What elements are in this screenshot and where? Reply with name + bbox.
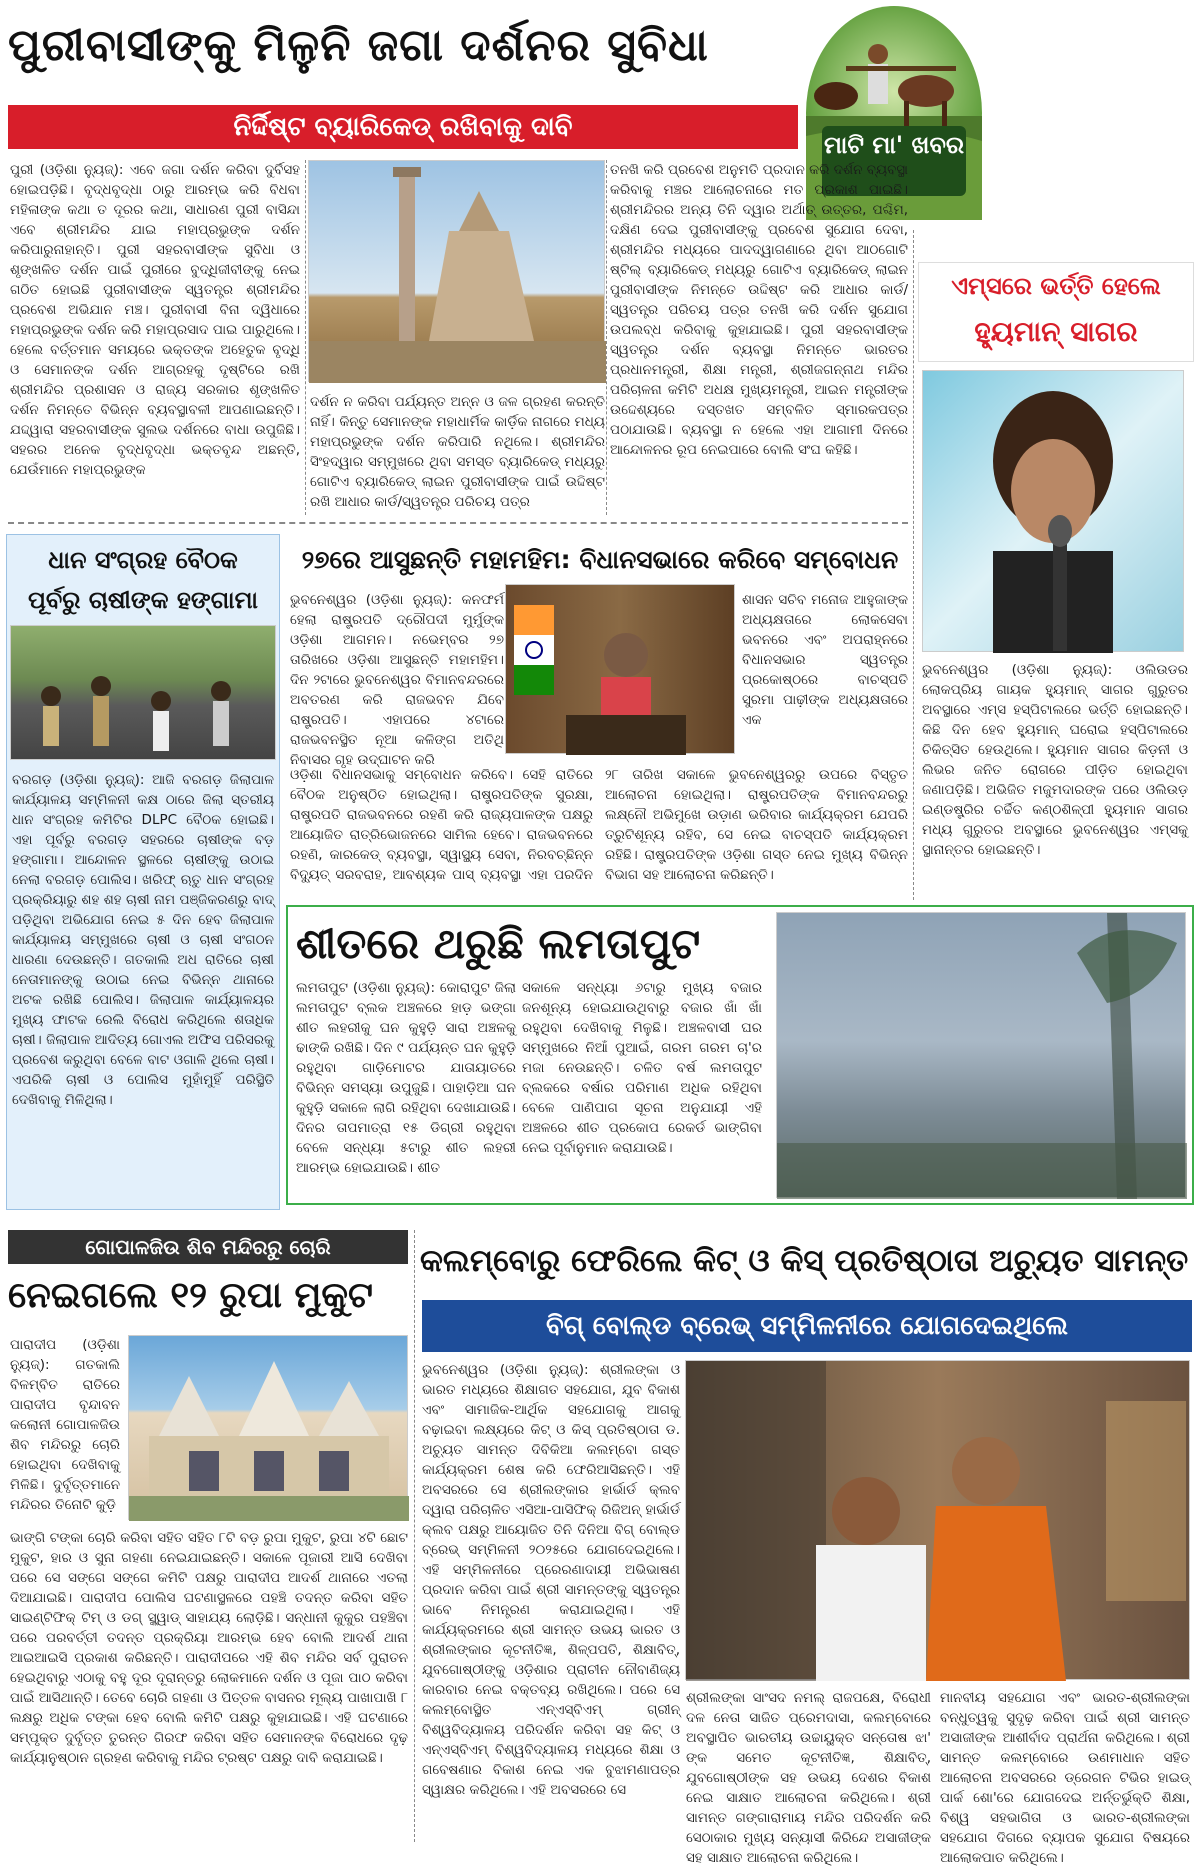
singer-story-body: ଭୁବନେଶ୍ୱର (ଓଡ଼ିଶା ନ୍ୟୁଜ୍): ଓଲିଉଡର ଲୋକପ୍ରିୟ ଗାୟକ ହ୍ୟୁମାନ୍ ସାଗର ଗୁରୁତର ଅବସ୍ଥାରେ ଏମ୍ସ ହସ୍ପିଟାଲରେ ଭର୍ତ୍ତି ହୋଇଛନ୍ତି। କିଛି ଦିନ ହେବ ହ୍ୟୁମାନ୍ ଘରୋଇ ହସ୍ପିଟାଲରେ ଚିକିତ୍ସିତ ହେଉଥିଲେ। ହ୍ୟୁମାନ ସାଗର କିଡ଼ନୀ ଓ ଲିଭର ଜନିତ ରୋଗରେ ପୀଡ଼ିତ ହୋଇଥିବା ଜଣାପଡ଼ିଛି। ଅଭିଜିତ ମଜୁମଦାରଙ୍କ ପରେ ଓଲିଉଡ଼ ଇଣ୍ଡଷ୍ଟ୍ରିର ଚର୍ଚ୍ଚିତ କଣ୍ଠଶିଳ୍ପୀ ହ୍ୟୁମାନ ସାଗର ମଧ୍ୟ ଗୁରୁତର ଅବସ୍ଥାରେ ଭୁବନେଶ୍ୱର ଏମ୍ସକୁ ସ୍ଥାନାନ୍ତର ହୋଇଛନ୍ତି।: [922, 662, 1188, 858]
singer-photo: [922, 370, 1184, 652]
president-photo: [505, 584, 735, 754]
temple-photo: [308, 160, 605, 382]
winter-headline: ଶୀତରେ ଥରୁଛି ଲମତାପୁଟ: [296, 919, 701, 968]
main-subheadline: ନିର୍ଦ୍ଦିଷ୍ଟ ବ୍ୟାରିକେଡ୍ ରଖିବାକୁ ଦାବି: [8, 105, 798, 149]
singer-headline-line1: ଏମ୍ସରେ ଭର୍ତ୍ତି ହେଲେ: [951, 272, 1161, 300]
theft-headline: ନେଇଗଲେ ୧୨ ରୁପା ମୁକୁଟ: [8, 1275, 373, 1316]
divider: [305, 160, 306, 515]
winter-col2: ସକାଳେ ସନ୍ଧ୍ୟା ୬ଟାରୁ ମୁଖ୍ୟ ବଜାର ଜନଶୂନ୍ୟ ହୋଇଯାଉଥିବାରୁ ବଜାର ଖାଁ ଖାଁ ରହୁଥିବା ଦେଖିବାକୁ ମିଳୁଛି। ଅଞ୍ଚଳବାସୀ ଘର ସମ୍ମୁଖରେ ନିଆଁ ପୁଆଇଁ, ଗରମ ଗରମ ଚା'ର ମଜା ନେଉଛନ୍ତି। ଚଳିତ ବର୍ଷ ଲମତାପୁଟ ବ୍ଲକରେ ବର୍ଷାର ପରିମାଣ ଅଧିକ ରହିଥିବା ବେଳେ ପାଣିପାଗ ସୂଚନା ଅନୁଯାୟୀ ଏହି ଅଞ୍ଚଳରେ ଶୀତ ପ୍ରକୋପ ରେକର୍ଡ ଭାଙ୍ଗିବା ନେଇ ପୂର୍ବାନୁମାନ କରାଯାଉଛି।: [522, 980, 762, 1156]
main-story-col3: ତନଖି କରି ପ୍ରବେଶ ଅନୁମତି ପ୍ରଦାନ କରି ଦର୍ଶନ ବ୍ୟବସ୍ଥା କରିବାକୁ ମଞ୍ଚର ଆଲୋଚନାରେ ମତ ପ୍ରକାଶ ପାଇଛି। ଶ୍ରୀମନ୍ଦିରର ଅନ୍ୟ ତିନି ଦ୍ୱାର ଅର୍ଥାତ୍ ଉତ୍ତର, ପଶ୍ଚିମ, ଦକ୍ଷିଣ ଦେଇ ପୁରୀବାସୀଙ୍କୁ ପ୍ରବେଶ ସୁଯୋଗ ଦେବା, ଶ୍ରୀମନ୍ଦିର ମଧ୍ୟରେ ପାଦଦ୍ୱାଗଣାରେ ଥିବା ଆଠଗୋଟି ଷ୍ଟିଲ୍ ବ୍ୟାରିକେଡ୍ ମଧ୍ୟରୁ ଗୋଟିଏ ବ୍ୟାରିକେଡ୍ ଲାଇନ ପୁରୀବାସୀଙ୍କ ନିମନ୍ତେ ଉଦ୍ଦିଷ୍ଟ କରି ଆଧାର କାର୍ଡ/ସ୍ୱତନ୍ତ୍ର ପରିଚୟ ପତ୍ର ତନଖି କରି ଦର୍ଶନ ସୁଯୋଗ ଉପଲବ୍ଧ କରିବାକୁ କୁହାଯାଇଛି। ପୁରୀ ସହରବାସୀଙ୍କ ସ୍ୱତନ୍ତ୍ର ଦର୍ଶନ ବ୍ୟବସ୍ଥା ନିମନ୍ତେ ଭାରତର ପ୍ରଧାନମନ୍ତ୍ରୀ, ଶିକ୍ଷା ମନ୍ତ୍ରୀ, ଶ୍ରୀଜଗନ୍ନାଥ ମନ୍ଦିର ପରିଚାଳନା କମିଟି ଅଧକ୍ଷ ମୁଖ୍ୟମନ୍ତ୍ରୀ, ଆଇନ ମନ୍ତ୍ରୀଙ୍କ ଉଦ୍ଦେଶ୍ୟରେ ଦସ୍ତଖତ ସମ୍ବଳିତ ସ୍ମାରକପତ୍ର ପଠାଯାଉଛି। ବ୍ୟବସ୍ଥା ନ ହେଲେ ଏହା ଆଗାମୀ ଦିନରେ ଆନ୍ଦୋଳନର ରୂପ ନେଇପାରେ ବୋଲି ସଂଘ କହିଛି।: [610, 162, 908, 458]
paddy-story-body: ବରଗଡ଼ (ଓଡ଼ିଶା ନ୍ୟୁଜ୍): ଆଜି ବରଗଡ଼ ଜିଲାପାଳ କାର୍ଯ୍ୟାଳୟ ସମ୍ମିଳନୀ କକ୍ଷ ଠାରେ ଜିଲା ସ୍ତରୀୟ ଧାନ ସଂଗ୍ରହ କମିଟିର DLPC ବୈଠକ ହୋଇଛି। ଏହା ପୂର୍ବରୁ ବରଗଡ଼ ସହରରେ ଚାଷୀଙ୍କ ବଡ଼ ହଙ୍ଗାମା। ଆନ୍ଦୋଳନ ସ୍ଥଳରେ ଚାଷୀଙ୍କୁ ଉଠାଇ ନେଲା ବରଗଡ଼ ପୋଲିସ। ଖରିଫ୍ ଋତୁ ଧାନ ସଂଗ୍ରହ ପ୍ରକ୍ରିୟାରୁ ଶହ ଶହ ଚାଷୀ ନାମ ପଞ୍ଜିକରଣରୁ ବାଦ୍ ପଡ଼ିଥିବା ଅଭିଯୋଗ ନେଇ ୫ ଦିନ ହେବ ଜିଲାପାଳ କାର୍ଯ୍ୟାଳୟ ସମ୍ମୁଖରେ ଚାଷୀ ଓ ଚାଷୀ ସଂଗଠନ ଧାରଣା ଦେଉଛନ୍ତି। ଗତକାଲି ଅଧ ରାତିରେ ଚାଷୀ ନେତାମାନଙ୍କୁ ଉଠାଇ ନେଇ ବିଭିନ୍ନ ଥାନାରେ ଅଟକ ରଖିଛି ପୋଲିସ। ଜିଲାପାଳ କାର୍ଯ୍ୟାଳୟର ମୁଖ୍ୟ ଫାଟକ ରେଲି ବିରୋଧ କରିଥିଲେ ଶତାଧିକ ଚାଷୀ। ଜିଲାପାଳ ଆଦିତ୍ୟ ଗୋଏଲ ଅଫିସ ପରିସରକୁ ପ୍ରବେଶ କରୁଥିବା ବେଳେ ବାଟ ଓଗାଳି ଥିଲେ ଚାଷୀ। ଏପରିକି ଚାଷୀ ଓ ପୋଲିସ ମୁହାଁମୁହିଁ ପରିସ୍ଥିତି ଦେଖିବାକୁ ମିଳିଥିଲା।: [12, 772, 274, 1108]
divider: [8, 522, 908, 524]
divider: [913, 230, 914, 900]
theft-kicker: ଗୋପାଳଜିଉ ଶିବ ମନ୍ଦିରରୁ ଚୋରି: [8, 1230, 408, 1264]
samanta-monk-photo: [685, 1360, 1190, 1680]
divider: [606, 160, 607, 515]
singer-headline-line2: ହ୍ୟୁମାନ୍ ସାଗର: [974, 315, 1138, 348]
theft-body: ଭାଙ୍ଗି ଟଙ୍କା ଚୋରି କରିବା ସହିତ ସହିତ ୮ଟି ବଡ଼ ରୁପା ମୁକୁଟ, ରୁପା ୪ଟି ଛୋଟ ମୁକୁଟ, ହାର ଓ ସୁନା ଗହଣା ନେଇଯାଇଛନ୍ତି। ସକାଳେ ପୂଜାରୀ ଆସି ଦେଖିବା ପରେ ସେ ସଙ୍ଗେ ସଙ୍ଗେ କମିଟି ପକ୍ଷରୁ ପାରାଦୀପ ଆଦର୍ଶ ଥାନାରେ ଏତଲା ଦିଆଯାଇଛି। ପାରାଦୀପ ପୋଲିସ ଘଟଣାସ୍ଥଳରେ ପହଞ୍ଚି ତଦନ୍ତ କରିବା ସହିତ ସାଇଣ୍ଟିଫିକ୍ ଟିମ୍ ଓ ଡଗ୍ ସ୍କ୍ୱାଡ୍ ସାହାଯ୍ୟ ଲୋଡ଼ିଛି। ସନ୍ଧାନୀ କୁକୁର ପହଞ୍ଚିବା ପରେ ପରବର୍ତ୍ତୀ ତଦନ୍ତ ପ୍ରକ୍ରିୟା ଆରମ୍ଭ ହେବ ବୋଲି ଆଦର୍ଶ ଥାନା ଆଇଆଇସି ପ୍ରକାଶ କରିଛନ୍ତି। ପାରାଦୀପରେ ଏହି ଶିବ ମନ୍ଦିର ସର୍ବ ପୁରାତନ ହେଇଥିବାରୁ ଏଠାକୁ ବହୁ ଦୂର ଦୂରାନ୍ତରୁ ଲୋକମାନେ ଦର୍ଶନ ଓ ପୂଜା ପାଠ କରିବା ପାଇଁ ଆସିଥାନ୍ତି। ତେବେ ଚୋରି ଗହଣା ଓ ପିତ୍ତଳ ବାସନର ମୂଲ୍ୟ ପାଖାପାଖି ୮ ଲକ୍ଷରୁ ଅଧିକ ଟଙ୍କା ହେବ ବୋଲି କମିଟି ପକ୍ଷରୁ କୁହାଯାଇଛି। ଏହି ଘଟଣାରେ ସମ୍ପୃକ୍ତ ଦୁର୍ବୃତ୍ତ ତୁରନ୍ତ ଗିରଫ କରିବା ସହିତ ସେମାନଙ୍କ ବିରୋଧରେ ଦୃଢ଼ କାର୍ଯ୍ୟାନୁଷ୍ଠାନ ଗ୍ରହଣ କରିବାକୁ ମନ୍ଦିର ଟ୍ରଷ୍ଟ ପକ୍ଷରୁ ଦାବି କରାଯାଇଛି।: [10, 1530, 408, 1766]
president-headline: ୨୭ରେ ଆସୁଛନ୍ତି ମହାମହିମ: ବିଧାନସଭାରେ କରିବେ ସମ୍ବୋଧନ: [301, 545, 899, 574]
divider: [414, 1230, 415, 1842]
main-story-col1: ପୁରୀ (ଓଡ଼ିଶା ନ୍ୟୁଜ୍): ଏବେ ଜଗା ଦର୍ଶନ କରିବା ଦୁର୍ବିସହ ହୋଇପଡ଼ିଛି। ବୃଦ୍ଧବୃଦ୍ଧା ଠାରୁ ଆରମ୍ଭ କରି ବିଧବା ମହିଳାଙ୍କ କଥା ତ ଦୂରର କଥା, ସାଧାରଣ ପୁରୀ ବାସିନ୍ଦା ଏବେ ଶ୍ରୀମନ୍ଦିର ଯାଇ ମହାପ୍ରଭୁଙ୍କ ଦର୍ଶନ କରିପାରୁନାହାନ୍ତି। ପୁରୀ ସହରବାସୀଙ୍କ ସୁବିଧା ଓ ଶୃଙ୍ଖଳିତ ଦର୍ଶନ ପାଇଁ ପୁରୀରେ ବୁଦ୍ଧିଜୀବୀଙ୍କୁ ନେଇ ଗଠିତ ହୋଇଛି ପୁରୀବାସୀଙ୍କ ସ୍ୱତନ୍ତ୍ର ଶ୍ରୀମନ୍ଦିର ପ୍ରବେଶ ଅଭିଯାନ ମଞ୍ଚ। ପୁରୀବାସୀ ବିନା ଦ୍ୱିଧାରେ ମହାପ୍ରଭୁଙ୍କ ଦର୍ଶନ କରି ମହାପ୍ରସାଦ ପାଇ ପାରୁଥିଲେ। ହେଲେ ବର୍ତ୍ତମାନ ସମୟରେ ଭକ୍ତଙ୍କ ଅହେତୁକ ବୃଦ୍ଧି ଓ ସେମାନଙ୍କ ଦର୍ଶନ ଆଗ୍ରହକୁ ଦୃଷ୍ଟିରେ ରଖି ଶ୍ରୀମନ୍ଦିର ପ୍ରଶାସନ ଓ ରାଜ୍ୟ ସରକାର ଶୃଙ୍ଖଳିତ ଦର୍ଶନ ନିମନ୍ତେ ବିଭିନ୍ନ ବ୍ୟବସ୍ଥାବଳୀ ଆପଣାଇଛନ୍ତି। ଯଦ୍ଦ୍ୱାରା ସହରବାସୀଙ୍କ ସୁଲଭ ଦର୍ଶନରେ ବାଧା ଉପୁଜିଛି। ସହରର ଅନେକ ବୃଦ୍ଧବୃଦ୍ଧା ଭକ୍ତବୃନ୍ଦ ଅଛନ୍ତି, ଯେଉଁମାନେ ମହାପ୍ରଭୁଙ୍କ: [10, 162, 300, 478]
logo-text: ମାଟି ମା' ଖବର: [822, 126, 966, 196]
kiit-col2: ଶ୍ରୀଲଙ୍କା ସାଂସଦ ନମଲ୍ ରାଜପକ୍ଷେ, ବିରୋଧୀ ଦଳ ନେତା ସାଜିତ ପ୍ରେମଦାସା, କଲମ୍ବୋରେ ଅବସ୍ଥାପିତ ଭାରତୀୟ ଉଚ୍ଚାୟୁକ୍ତ ସନ୍ତୋଷ ଝା' ଙ୍କ ସମେତ କୂଟନୀତିଜ୍ଞ, ଶିକ୍ଷାବିତ୍, ଯୁବଗୋଷ୍ଠୀଙ୍କ ସହ ଉଭୟ ଦେଶର ବିକାଶ ନେଇ ସାକ୍ଷାତ ଆଲୋଚନା କରିଥିଲେ। ଶ୍ରୀ ସାମନ୍ତ ଗଙ୍ଗାରାମାୟ ମନ୍ଦିର ପରିଦର୍ଶନ କରି ସେଠାକାର ମୁଖ୍ୟ ସନ୍ୟାସୀ କିରିନ୍ଦେ ଅସାଜୀଙ୍କ ସହ ସାକ୍ଷାତ ଆଲୋଚନା କରିଥିଲେ।: [686, 1690, 931, 1866]
main-story-col2: ଦର୍ଶନ ନ କରିବା ପର୍ଯ୍ୟନ୍ତ ଅନ୍ନ ଓ ଜଳ ଗ୍ରହଣ କରନ୍ତି ନାହିଁ। କିନ୍ତୁ ସେମାନଙ୍କ ମହାଧାର୍ମିକ କାର୍ଡ଼ିକ ନାଗରେ ମଧ୍ୟ ମହାପ୍ରଭୁଙ୍କ ଦର୍ଶନ କରିପାରି ନଥିଲେ। ଶ୍ରୀମନ୍ଦିର ସିଂହଦ୍ୱାର ସମ୍ମୁଖରେ ଥିବା ସମସ୍ତ ବ୍ୟାରିକେଡ୍ ମଧ୍ୟରୁ ଗୋଟିଏ ବ୍ୟାରିକେଡ୍ ଲାଇନ ପୁରୀବାସୀଙ୍କ ପାଇଁ ଉଦ୍ଦିଷ୍ଟ ରଖି ଆଧାର କାର୍ଡ/ସ୍ୱତନ୍ତ୍ର ପରିଚୟ ପତ୍ର: [310, 394, 605, 510]
theft-body-right: ପାରାଦୀପ (ଓଡ଼ିଶା ନ୍ୟୁଜ୍): ଗତକାଲି ବିଳମ୍ବିତ ରାତିରେ ପାରାଦୀପ ବୃନ୍ଦାବନ କଲୋନୀ ଗୋପାଳଜିଉ ଶିବ ମନ୍ଦିରରୁ ଚୋରି ହୋଇଥିବା ଦେଖିବାକୁ ମିଳିଛି। ଦୁର୍ବୃତ୍ତମାନେ ମନ୍ଦିରର ତିନୋଟି କୁଡ଼ି: [10, 1337, 120, 1513]
singer-headline-box: [918, 262, 1194, 362]
winter-col1: ଲମତାପୁଟ (ଓଡ଼ିଶା ନ୍ୟୁଜ୍): କୋରାପୁଟ ଜିଲା ଲମତାପୁଟ ବ୍ଲକ ଅଞ୍ଚଳରେ ହାଡ଼ ଭଙ୍ଗା ଶୀତ ଲହରୀକୁ ଘନ କୁହୁଡ଼ି ସାରା ଅଞ୍ଚଳକୁ ଢାଙ୍କି ରଖିଛି। ଦିନ ୯ ପର୍ଯ୍ୟନ୍ତ ଘନ କୁହୁଡ଼ି ରହୁଥିବା ଗାଡ଼ିମୋଟର ଯାତାୟାତରେ ବିଭିନ୍ନ ସମସ୍ୟା ଉପୁଜୁଛି। ପାହାଡ଼ିଆ ଘନ କୁହୁଡ଼ି ସକାଳେ ଲାଗି ରହିଥିବା ଦେଖାଯାଉଛି। ଦିନର ତାପମାତ୍ରା ୧୫ ଡିଗ୍ରୀ ରହୁଥିବା ବେଳେ ସନ୍ଧ୍ୟା ୫ଟାରୁ ଶୀତ ଲହରୀ ଆରମ୍ଭ ହୋଇଯାଉଛି। ଶୀତ: [296, 980, 516, 1176]
president-body-right: ଶାସନ ସଚିବ ମନୋଜ ଆହୁଜାଙ୍କ ଅଧ୍ୟକ୍ଷତାରେ ଲୋକସେବା ଭବନରେ ଏବଂ ଅପରାହ୍ନରେ ବିଧାନସଭାର ସ୍ୱତନ୍ତ୍ର ପ୍ରକୋଷ୍ଠରେ ବାଚସ୍ପତି ସୁରମା ପାଢ଼ୀଙ୍କ ଅଧ୍ୟକ୍ଷତାରେ ଏକ: [742, 592, 908, 728]
kiit-col1: ଭୁବନେଶ୍ୱର (ଓଡ଼ିଶା ନ୍ୟୁଜ୍): ଶ୍ରୀଲଙ୍କା ଓ ଭାରତ ମଧ୍ୟରେ ଶିକ୍ଷାଗତ ସହଯୋଗ, ଯୁବ ବିକାଶ ଏବଂ ସାମାଜିକ-ଆର୍ଥିକ ସହଯୋଗକୁ ଆଗକୁ ବଢ଼ାଇବା ଲକ୍ଷ୍ୟରେ କିଟ୍ ଓ କିସ୍ ପ୍ରତିଷ୍ଠାତା ଡ. ଅଚ୍ୟୁତ ସାମନ୍ତ ଦିବିକିଆ କଲମ୍ବୋ ଗସ୍ତ କାର୍ଯ୍ୟକ୍ରମ ଶେଷ କରି ଫେରିଆସିଛନ୍ତି। ଏହି ଅବସରରେ ସେ ଶ୍ରୀଲଙ୍କାର ହାର୍ଭାର୍ଡ କ୍ଲବ ଦ୍ୱାରା ପରିଚାଳିତ ଏସିଆ-ପାସିଫିକ୍ ରିଜିଅନ୍ ହାର୍ଭାର୍ଡ କ୍ଲବ ପକ୍ଷରୁ ଆୟୋଜିତ ତିନି ଦିନିଆ ବିଗ୍ ବୋଲ୍ଡ ବ୍ରେଭ୍ ସମ୍ମିଳନୀ ୨୦୨୫ରେ ଯୋଗଦେଇଥିଲେ। ଏହି ସମ୍ମିଳନୀରେ ପ୍ରେରଣାଦାୟୀ ଅଭିଭାଷଣ ପ୍ରଦାନ କରିବା ପାଇଁ ଶ୍ରୀ ସାମନ୍ତଙ୍କୁ ସ୍ୱତନ୍ତ୍ର ଭାବେ ନିମନ୍ତ୍ରଣ କରାଯାଇଥିଲା। ଏହି କାର୍ଯ୍ୟକ୍ରମରେ ଶ୍ରୀ ସାମନ୍ତ ଉଭୟ ଭାରତ ଓ ଶ୍ରୀଲଙ୍କାର କୂଟନୀତିଜ୍ଞ, ଶିଳ୍ପପତି, ଶିକ୍ଷାବିତ୍, ଯୁବଗୋଷ୍ଠୀଙ୍କୁ ଓଡ଼ିଶାର ପ୍ରାଚୀନ ନୌବାଣିଜ୍ୟ କାରବାର ନେଇ ବକ୍ତବ୍ୟ ରଖିଥିଲେ। ପରେ ସେ କଲମ୍ବୋସ୍ଥିତ ଏନ୍ଏସ୍‌ବିଏମ୍ ଗ୍ରୀନ୍ ବିଶ୍ୱବିଦ୍ୟାଳୟ ପରିଦର୍ଶନ କରିବା ସହ କିଟ୍ ଓ ଏନ୍ଏସ୍‌ବିଏମ୍ ବିଶ୍ୱବିଦ୍ୟାଳୟ ମଧ୍ୟରେ ଶିକ୍ଷା ଓ ଗବେଷଣାର ବିକାଶ ନେଇ ଏକ ବୁଝାମଣାପତ୍ର ସ୍ୱାକ୍ଷର କରିଥିଲେ। ଏହି ଅବସରରେ ସେ: [422, 1362, 680, 1798]
main-headline: ପୁରୀବାସୀଙ୍କୁ ମିଳୁନି ଜଗା ଦର୍ଶନର ସୁବିଧା: [8, 20, 709, 71]
kiit-subheadline: ବିଗ୍ ବୋଲ୍ଡ ବ୍ରେଭ୍ ସମ୍ମିଳନୀରେ ଯୋଗଦେଇଥିଲେ: [422, 1300, 1192, 1352]
president-body-left: ଭୁବନେଶ୍ୱର (ଓଡ଼ିଶା ନ୍ୟୁଜ୍): କନଫର୍ମ ହେଲା ରାଷ୍ଟ୍ରପତି ଦ୍ରୌପଦୀ ମୁର୍ମୁଙ୍କ ଓଡ଼ିଶା ଆଗମନ। ନଭେମ୍ବର ୨୭ ତାରିଖରେ ଓଡ଼ିଶା ଆସୁଛନ୍ତି ମହାମହିମ। ଦିନ ୨ଟାରେ ଭୁବନେଶ୍ୱର ବିମାନବନ୍ଦରରେ ଅବତରଣ କରି ରାଜଭବନ ଯିବେ ରାଷ୍ଟ୍ରପତି। ଏହାପରେ ୪ଟାରେ ରାଜଭବନସ୍ଥିତ ନୂଆ କଳିଙ୍ଗ ଅତିଥି ନିବାସର ଗୃହ ଉଦ୍‌ଘାଟନ କରି: [290, 592, 504, 768]
paddy-headline-line2: ପୂର୍ବରୁ ଚାଷୀଙ୍କ ହଙ୍ଗାମା: [27, 586, 259, 614]
paddy-headline-line1: ଧାନ ସଂଗ୍ରହ ବୈଠକ: [48, 546, 238, 574]
foggy-landscape-photo: [776, 912, 1186, 1198]
president-body-bottom: ଓଡ଼ିଶା ବିଧାନସଭାକୁ ସମ୍ବୋଧନ କରିବେ। ସେହି ରାତିରେ ବୈଠକ ଅନୁଷ୍ଠିତ ହୋଇଥିଲା। ରାଷ୍ଟ୍ରପତିଙ୍କ ସୁରକ୍ଷା, ରାଷ୍ଟ୍ରପତି ରାଜଭବନରେ ରହଣି କରି ରାଜ୍ୟପାଳଙ୍କ ପକ୍ଷରୁ ଆୟୋଜିତ ରାତ୍ରିଭୋଜନରେ ସାମିଲ ହେବେ। ରାଜଭବନରେ ରହଣି, କାରକେଡ୍ ବ୍ୟବସ୍ଥା, ସ୍ୱାସ୍ଥ୍ୟ ସେବା, ନିରବଚ୍ଛିନ୍ନ ବିଦ୍ୟୁତ୍ ସରବରାହ, ଆବଶ୍ୟକ ପାସ୍ ବ୍ୟବସ୍ଥା ଏହା ପରଦିନ ୨୮ ତାରିଖ ସକାଳେ ଭୁବନେଶ୍ୱରରୁ ଉପରେ ବିସ୍ତୃତ ଆଲୋଚନା ହୋଇଥିଲା। ରାଷ୍ଟ୍ରପତିଙ୍କ ବିମାନବନ୍ଦରରୁ ଲକ୍ଷ୍ନୌ ଅଭିମୁଖେ ଉଡ଼ାଣ ଭରିବାର କାର୍ଯ୍ୟକ୍ରମ ଯେପରି ତ୍ରୁଟିଶୂନ୍ୟ ରହିବ, ସେ ନେଇ ବାଚସ୍ପତି କାର୍ଯ୍ୟକ୍ରମ ରହିଛି। ରାଷ୍ଟ୍ରପତିଙ୍କ ଓଡ଼ିଶା ଗସ୍ତ ନେଇ ମୁଖ୍ୟ ବିଭିନ୍ନ ବିଭାଗ ସହ ଆଲୋଚନା କରିଛନ୍ତି।: [290, 767, 908, 883]
kiit-headline: କଲମ୍ବୋରୁ ଫେରିଲେ କିଟ୍ ଓ କିସ୍ ପ୍ରତିଷ୍ଠାତା ଅଚ୍ୟୁତ ସାମନ୍ତ: [420, 1243, 1189, 1279]
kiit-col3: ମାନବୀୟ ସହଯୋଗ ଏବଂ ଭାରତ-ଶ୍ରୀଲଙ୍କା ବନ୍ଧୁତ୍ୱକୁ ସୁଦୃଢ଼ କରିବା ପାଇଁ ଶ୍ରୀ ସାମନ୍ତ ଅସାଜୀଙ୍କ ଆଶୀର୍ବାଦ ପ୍ରାର୍ଥନା କରିଥିଲେ। ଶ୍ରୀ ସାମନ୍ତ କଲମ୍ବୋରେ ଉଣମାଧାନ ସହିତ ଆଲୋଚନା ଅବସରରେ ଡ୍ରେଗନ ଟିଭିର ହାଇଡ୍ ପାର୍କ ଶୋ'ରେ ଯୋଗଦେଇ ଅର୍ନ୍ତର୍ଭୁକ୍ତି ଶିକ୍ଷା, ବିଶ୍ୱ ସହଭାଗିତା ଓ ଭାରତ-ଶ୍ରୀଲଙ୍କା ସହଯୋଗ ଦିଗରେ ବ୍ୟାପକ ସୁଯୋଗ ବିଷୟରେ ଆଲୋକପାତ କରିଥିଲେ।: [940, 1690, 1190, 1866]
shiva-temple-photo: [128, 1335, 408, 1520]
farmers-protest-photo: [10, 625, 276, 760]
